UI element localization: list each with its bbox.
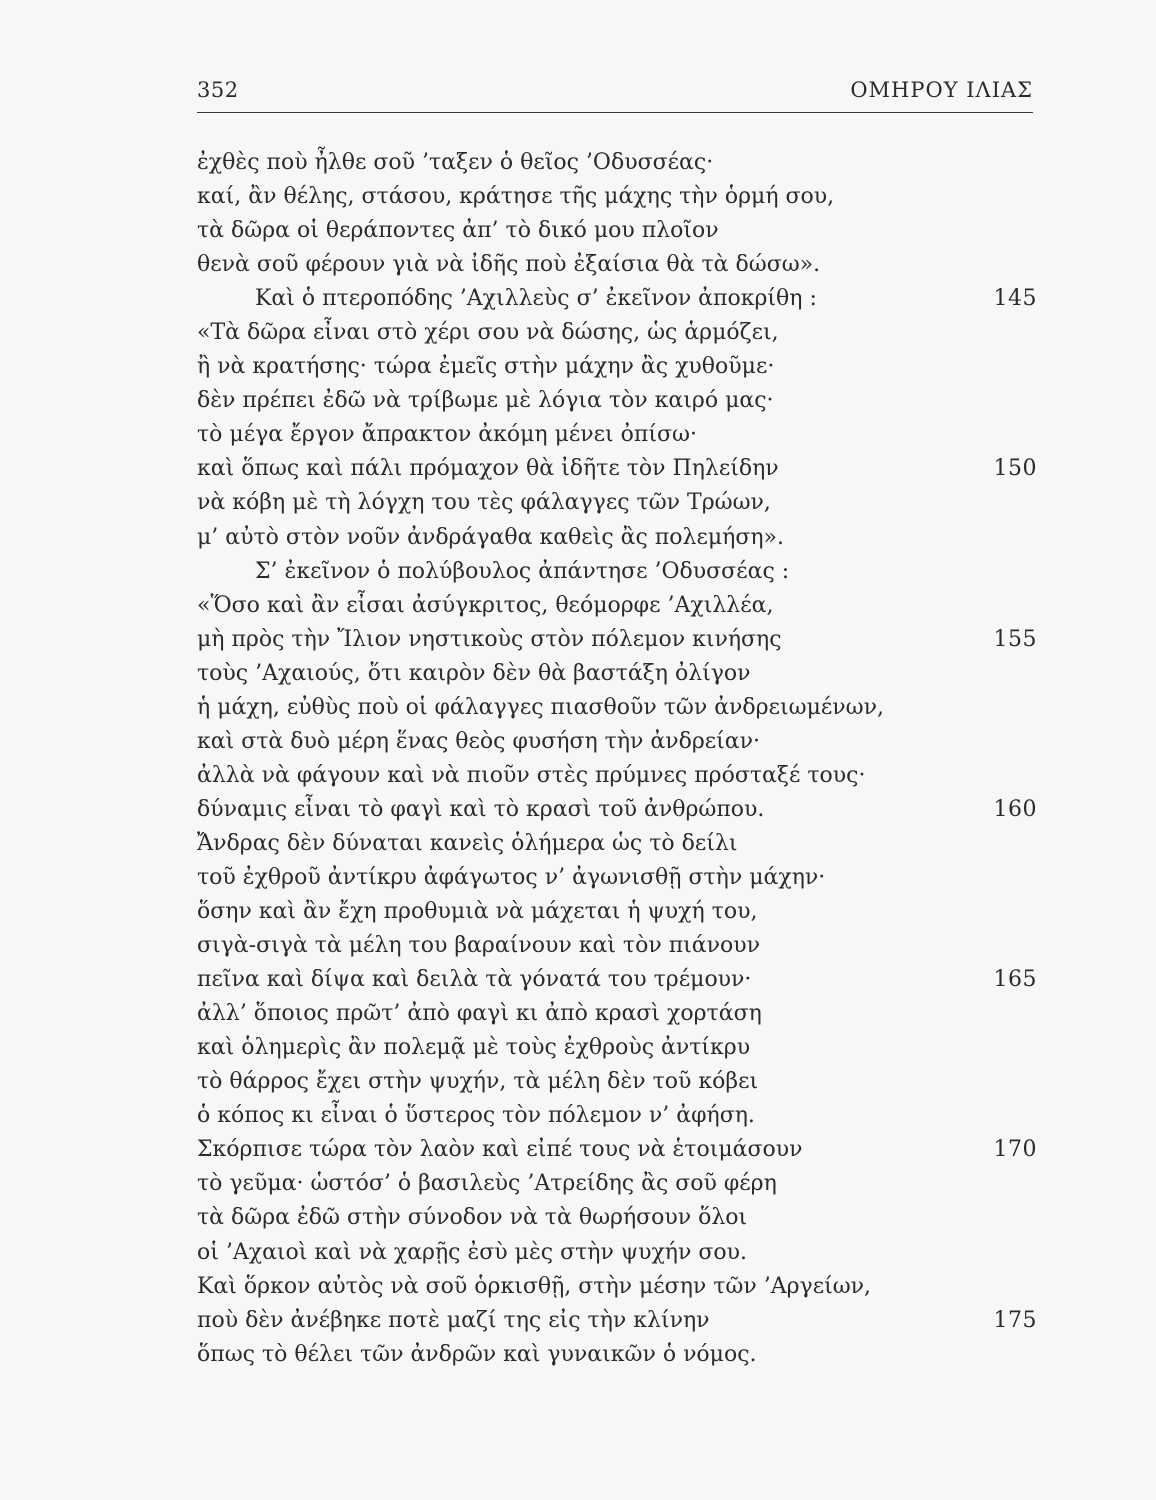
verse-text: τὸ θάρρος ἔχει στὴν ψυχήν, τὰ μέλη δὲν τοῦ κόβει — [197, 1069, 759, 1095]
verse-line — [197, 316, 1037, 350]
line-number: 165 — [993, 967, 1037, 993]
verse-text: καὶ ὅπως καὶ πάλι πρόμαχον θὰ ἰδῆτε τὸν Πηλείδην — [197, 456, 779, 482]
verse-text: ποὺ δὲν ἀνέβηκε ποτὲ μαζί της εἰς τὴν κλίνην — [197, 1307, 710, 1333]
verse-line — [197, 384, 1037, 418]
verse-text: ὅπως τὸ θέλει τῶν ἀνδρῶν καὶ γυναικῶν ὁ νόμος. — [197, 1341, 757, 1367]
verse-text: ἀλλὰ νὰ φάγουν καὶ νὰ πιοῦν στὲς πρύμνες πρόσταξέ τους· — [197, 762, 866, 788]
verse-line — [197, 997, 1037, 1031]
verse-block — [197, 146, 1037, 1372]
running-title: ΟΜΗΡΟΥ ΙΛΙΑΣ — [850, 78, 1033, 102]
line-number: 150 — [993, 456, 1037, 482]
verse-line — [197, 963, 1037, 997]
verse-text: ἢ νὰ κρατήσης· τώρα ἐμεῖς στὴν μάχην ἂς χυθοῦμε· — [197, 354, 775, 380]
verse-line — [197, 861, 1037, 895]
verse-text: ἡ μάχη, εὐθὺς ποὺ οἱ φάλαγγες πιασθοῦν τῶν ἀνδρειωμένων, — [197, 694, 884, 720]
verse-line — [197, 1304, 1037, 1338]
verse-text: «Τὰ δῶρα εἶναι στὸ χέρι σου νὰ δώσης, ὡς ἁρμόζει, — [197, 320, 779, 346]
verse-text: καὶ στὰ δυὸ μέρη ἕνας θεὸς φυσήση τὴν ἀνδρείαν· — [197, 728, 761, 754]
verse-text: τὰ δῶρα οἱ θεράποντες ἀπ’ τὸ δικό μου πλοῖον — [197, 218, 719, 244]
verse-text: σιγὰ-σιγὰ τὰ μέλη του βαραίνουν καὶ τὸν πιάνουν — [197, 933, 761, 959]
verse-line — [197, 418, 1037, 452]
verse-text: πεῖνα καὶ δίψα καὶ δειλὰ τὰ γόνατά του τρέμουν· — [197, 967, 752, 993]
line-number: 160 — [993, 796, 1037, 822]
verse-text: Καὶ ὅρκον αὐτὸς νὰ σοῦ ὁρκισθῇ, στὴν μέσην τῶν ’Αργείων, — [197, 1273, 872, 1299]
page-number: 352 — [197, 78, 239, 102]
verse-text: μ’ αὐτὸ στὸν νοῦν ἀνδράγαθα καθεὶς ἂς πολεμήση». — [197, 524, 784, 550]
verse-line — [197, 521, 1037, 555]
verse-line — [197, 146, 1037, 180]
verse-line — [197, 589, 1037, 623]
verse-text: καὶ ὁλημερὶς ἂν πολεμᾷ μὲ τοὺς ἐχθροὺς ἀντίκρυ — [197, 1035, 751, 1061]
verse-line — [197, 1099, 1037, 1133]
verse-line — [197, 657, 1037, 691]
verse-line — [197, 759, 1037, 793]
verse-line — [197, 623, 1037, 657]
verse-text: ἀλλ’ ὅποιος πρῶτ’ ἀπὸ φαγὶ κι ἀπὸ κρασὶ χορτάση — [197, 1001, 762, 1027]
verse-text: δὲν πρέπει ἐδῶ νὰ τρίβωμε μὲ λόγια τὸν καιρό μας· — [197, 388, 774, 414]
verse-text: Σ’ ἐκεῖνον ὁ πολύβουλος ἀπάντησε ’Οδυσσέας : — [255, 558, 790, 584]
verse-line — [197, 1201, 1037, 1235]
verse-line — [197, 1167, 1037, 1201]
verse-text: δύναμις εἶναι τὸ φαγὶ καὶ τὸ κρασὶ τοῦ ἀνθρώπου. — [197, 796, 765, 822]
verse-text: τὸ γεῦμα· ὡστόσ’ ὁ βασιλεὺς ’Ατρείδης ἂς σοῦ φέρη — [197, 1171, 777, 1197]
verse-text: Ἄνδρας δὲν δύναται κανεὶς ὁλήμερα ὡς τὸ δείλι — [197, 830, 738, 856]
verse-text: Σκόρπισε τώρα τὸν λαὸν καὶ εἰπέ τους νὰ ἑτοιμάσουν — [197, 1137, 803, 1163]
verse-text: ὅσην καὶ ἂν ἔχη προθυμιὰ νὰ μάχεται ἡ ψυχή του, — [197, 899, 758, 925]
verse-line — [197, 248, 1037, 282]
verse-line — [197, 929, 1037, 963]
verse-line — [197, 1270, 1037, 1304]
verse-line — [197, 1338, 1037, 1372]
verse-line — [197, 282, 1037, 316]
verse-text: οἱ ’Αχαιοὶ καὶ νὰ χαρῇς ἐσὺ μὲς στὴν ψυχήν σου. — [197, 1239, 747, 1265]
verse-text: «Ὅσο καὶ ἂν εἶσαι ἀσύγκριτος, θεόμορφε ’Αχιλλέα, — [197, 592, 774, 618]
verse-line — [197, 827, 1037, 861]
verse-line — [197, 555, 1037, 589]
verse-line — [197, 725, 1037, 759]
verse-line — [197, 214, 1037, 248]
line-number: 175 — [993, 1307, 1037, 1333]
verse-line — [197, 1236, 1037, 1270]
verse-text: τοῦ ἐχθροῦ ἀντίκρυ ἀφάγωτος ν’ ἀγωνισθῇ στὴν μάχην· — [197, 864, 826, 890]
line-number: 145 — [993, 286, 1037, 312]
verse-line — [197, 895, 1037, 929]
verse-text: τὸ μέγα ἔργον ἄπρακτον ἀκόμη μένει ὀπίσω· — [197, 422, 697, 448]
verse-text: τοὺς ’Αχαιούς, ὅτι καιρὸν δὲν θὰ βαστάξη ὀλίγον — [197, 660, 751, 686]
verse-line — [197, 1031, 1037, 1065]
verse-text: καί, ἂν θέλης, στάσου, κράτησε τῆς μάχης τὴν ὁρμή σου, — [197, 184, 835, 210]
verse-text: τὰ δῶρα ἐδῶ στὴν σύνοδον νὰ τὰ θωρήσουν ὅλοι — [197, 1205, 748, 1231]
verse-line — [197, 1133, 1037, 1167]
verse-text: μὴ πρὸς τὴν Ἴλιον νηστικοὺς στὸν πόλεμον κινήσης — [197, 626, 782, 652]
verse-text: θενὰ σοῦ φέρουν γιὰ νὰ ἰδῆς ποὺ ἐξαίσια θὰ τὰ δώσω». — [197, 252, 821, 278]
verse-text: ὁ κόπος κι εἶναι ὁ ὕστερος τὸν πόλεμον ν’ ἀφήση. — [197, 1103, 755, 1129]
verse-text: νὰ κόβη μὲ τὴ λόγχη του τὲς φάλαγγες τῶν Τρώων, — [197, 490, 771, 516]
verse-line — [197, 350, 1037, 384]
line-number: 155 — [993, 626, 1037, 652]
verse-line — [197, 691, 1037, 725]
verse-line — [197, 486, 1037, 520]
verse-line — [197, 452, 1037, 486]
line-number: 170 — [993, 1137, 1037, 1163]
header-rule — [197, 112, 1033, 113]
verse-line — [197, 1065, 1037, 1099]
verse-line — [197, 793, 1037, 827]
verse-text: Καὶ ὁ πτεροπόδης ’Αχιλλεὺς σ’ ἐκεῖνον ἀποκρίθη : — [255, 286, 817, 312]
verse-text: ἐχθὲς ποὺ ἦλθε σοῦ ’ταξεν ὁ θεῖος ’Οδυσσέας· — [197, 150, 714, 175]
verse-line — [197, 180, 1037, 214]
page-header — [197, 78, 1033, 104]
